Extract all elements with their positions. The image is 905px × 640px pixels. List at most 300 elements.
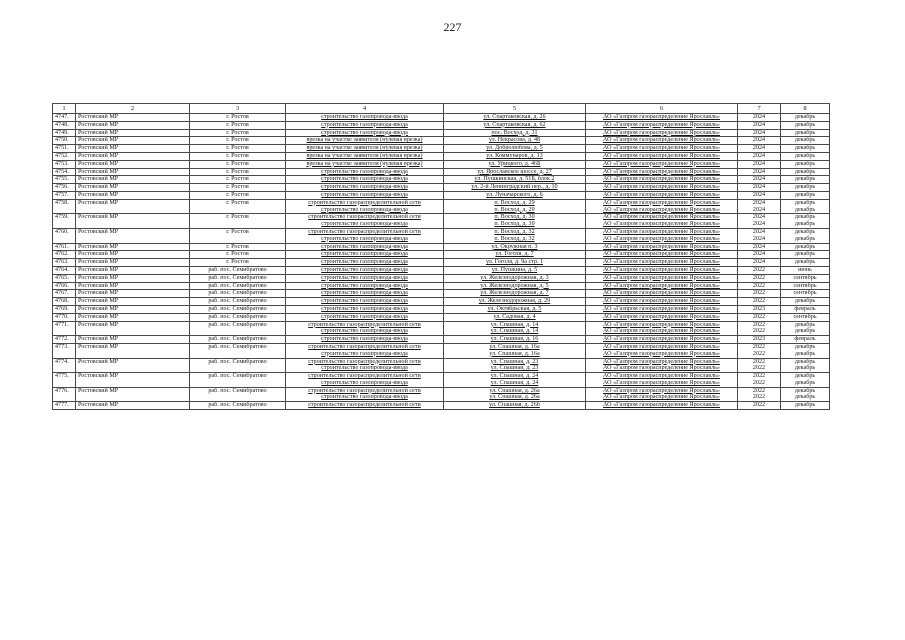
- year-line: 2024: [752, 259, 766, 266]
- district-cell: Ростовский МР: [76, 358, 190, 373]
- row-number-cell: 4771.: [53, 321, 76, 336]
- work-type-line: строительство газопровода-ввода: [321, 114, 408, 120]
- organization-line: АО «Газпром газораспределение Ярославль»: [603, 121, 720, 128]
- row-number-cell: 4766.: [53, 282, 76, 290]
- row-number-cell: 4751.: [53, 145, 76, 153]
- month-cell: [781, 402, 830, 410]
- year-cell: [738, 168, 781, 176]
- organization-line: АО «Газпром газораспределение Ярославль»: [603, 274, 720, 281]
- header-row: [53, 104, 830, 114]
- work-type-line: строительство газопровода-ввода: [321, 129, 408, 136]
- organization-cell: [586, 313, 738, 321]
- work-type-cell: [286, 121, 444, 129]
- work-type-line: строительство газораспределительной сети: [308, 343, 421, 350]
- address-cell: [444, 145, 586, 153]
- row-number-cell: 4775.: [53, 373, 76, 388]
- organization-line: АО «Газпром газораспределение Ярославль»: [603, 313, 720, 320]
- locality-cell: г. Ростов: [190, 243, 286, 251]
- table-row: [53, 321, 830, 336]
- year-cell: [738, 387, 781, 402]
- work-type-cell: [286, 313, 444, 321]
- address-cell: [444, 191, 586, 199]
- organization-cell: [586, 168, 738, 176]
- address-line: ул. Железнодорожная, д. 29: [478, 298, 551, 305]
- organization-cell: [586, 228, 738, 243]
- column-header: 4: [286, 104, 444, 114]
- month-line: сентябрь: [793, 313, 817, 320]
- month-line: декабрь: [794, 152, 816, 159]
- address-cell: [444, 274, 586, 282]
- year-line: 2024: [752, 176, 766, 183]
- organization-line: АО «Газпром газораспределение Ярославль»: [603, 358, 720, 365]
- year-line: 2022: [752, 313, 766, 320]
- month-cell: [781, 191, 830, 199]
- work-type-line: строительство газопровода-ввода: [321, 394, 408, 401]
- address-line: ул. Спашная, д. 16а: [489, 343, 540, 350]
- work-type-cell: [286, 199, 444, 214]
- organization-line: АО «Газпром газораспределение Ярославль»: [603, 129, 720, 136]
- locality-cell: раб. пос. Семибратово: [190, 321, 286, 336]
- month-cell: [781, 137, 830, 145]
- organization-line: АО «Газпром газораспределение Ярославль»: [603, 243, 720, 250]
- row-number-cell: 4773.: [53, 343, 76, 358]
- year-line: 2024: [752, 199, 766, 206]
- work-type-cell: [286, 358, 444, 373]
- organization-line: АО «Газпром газораспределение Ярославль»: [603, 176, 720, 183]
- organization-line: АО «Газпром газораспределение Ярославль»: [603, 350, 720, 357]
- month-cell: [781, 282, 830, 290]
- month-line: декабрь: [794, 402, 816, 409]
- address-cell: [444, 373, 586, 388]
- year-cell: [738, 184, 781, 192]
- district-cell: Ростовский МР: [76, 282, 190, 290]
- work-type-line: строительство газопровода-ввода: [321, 290, 408, 297]
- year-line: 2022: [752, 266, 766, 273]
- row-number-cell: 4763.: [53, 259, 76, 267]
- organization-cell: [586, 266, 738, 274]
- month-line: декабрь: [794, 350, 816, 357]
- year-cell: [738, 114, 781, 122]
- district-cell: Ростовский МР: [76, 321, 190, 336]
- organization-line: АО «Газпром газораспределение Ярославль»: [603, 221, 720, 228]
- work-type-cell: [286, 214, 444, 229]
- table-row: [53, 168, 830, 176]
- address-line: п. Восход, д. 30: [494, 221, 535, 228]
- column-header: 8: [781, 104, 830, 114]
- work-type-line: строительство газораспределительной сети: [308, 358, 421, 365]
- table-row: [53, 145, 830, 153]
- organization-cell: [586, 129, 738, 137]
- work-type-cell: [286, 298, 444, 306]
- organization-cell: [586, 336, 738, 344]
- work-type-cell: [286, 251, 444, 259]
- locality-cell: раб. пос. Семибратово: [190, 343, 286, 358]
- district-cell: Ростовский МР: [76, 176, 190, 184]
- work-type-line: строительство газопровода-ввода: [321, 221, 408, 228]
- work-type-cell: [286, 282, 444, 290]
- year-line: 2022: [752, 350, 766, 357]
- organization-line: АО «Газпром газораспределение Ярославль»: [603, 160, 720, 167]
- address-cell: [444, 121, 586, 129]
- table-row: [53, 358, 830, 373]
- work-type-cell: [286, 387, 444, 402]
- column-header: 1: [53, 104, 76, 114]
- work-type-line: строительство газопровода-ввода: [321, 328, 408, 335]
- work-type-cell: [286, 290, 444, 298]
- locality-cell: г. Ростов: [190, 129, 286, 137]
- organization-cell: [586, 290, 738, 298]
- year-line: 2023: [752, 305, 766, 312]
- row-number-cell: 4748.: [53, 121, 76, 129]
- table-row: [53, 184, 830, 192]
- address-cell: [444, 168, 586, 176]
- address-line: ул. Спартаковская, д. 62: [483, 121, 546, 128]
- table-row: [53, 282, 830, 290]
- year-line: 2022: [752, 387, 766, 394]
- year-line: 2022: [752, 373, 766, 380]
- organization-cell: [586, 121, 738, 129]
- year-cell: [738, 402, 781, 410]
- address-line: ул. Спашная, д. 26а: [489, 387, 540, 394]
- month-line: декабрь: [794, 298, 816, 305]
- address-line: ул. Спашная, д. 24: [490, 379, 539, 386]
- locality-cell: г. Ростов: [190, 228, 286, 243]
- address-cell: [444, 152, 586, 160]
- table-row: [53, 152, 830, 160]
- locality-cell: г. Ростов: [190, 168, 286, 176]
- locality-cell: раб. пос. Семибратово: [190, 274, 286, 282]
- column-header: 7: [738, 104, 781, 114]
- table-row: [53, 290, 830, 298]
- month-cell: [781, 160, 830, 168]
- address-line: ул. Спашная, д. 14: [490, 328, 539, 335]
- month-cell: [781, 313, 830, 321]
- work-type-cell: [286, 274, 444, 282]
- address-cell: [444, 358, 586, 373]
- address-cell: [444, 137, 586, 145]
- month-cell: [781, 251, 830, 259]
- work-type-cell: [286, 137, 444, 145]
- address-line: ул. Ярославское шоссе, д. 27: [477, 168, 552, 175]
- year-cell: [738, 373, 781, 388]
- organization-line: АО «Газпром газораспределение Ярославль»: [603, 137, 720, 144]
- row-number-cell: 4774.: [53, 358, 76, 373]
- month-cell: [781, 358, 830, 373]
- row-number-cell: 4761.: [53, 243, 76, 251]
- table-row: [53, 129, 830, 137]
- month-line: декабрь: [794, 221, 816, 228]
- table-row: [53, 402, 830, 410]
- address-line: п. Восход, д. 32: [494, 228, 535, 235]
- address-line: ул. Спартаковская, д. 26: [483, 114, 546, 120]
- year-cell: [738, 305, 781, 313]
- table-row: [53, 114, 830, 122]
- work-type-cell: [286, 243, 444, 251]
- organization-line: АО «Газпром газораспределение Ярославль»: [603, 168, 720, 175]
- work-type-line: врезка на участке заявителя (нулевая врезка): [306, 145, 423, 152]
- month-cell: [781, 266, 830, 274]
- table-row: [53, 176, 830, 184]
- address-cell: [444, 160, 586, 168]
- work-type-line: строительство газопровода-ввода: [321, 259, 408, 266]
- address-line: ул. Спашная, д. 16а: [489, 350, 540, 357]
- locality-cell: г. Ростов: [190, 114, 286, 122]
- table-row: [53, 228, 830, 243]
- district-cell: Ростовский МР: [76, 228, 190, 243]
- month-line: сентябрь: [793, 274, 817, 281]
- table-row: [53, 243, 830, 251]
- row-number-cell: 4752.: [53, 152, 76, 160]
- locality-cell: раб. пос. Семибратово: [190, 313, 286, 321]
- work-type-cell: [286, 152, 444, 160]
- column-header: 6: [586, 104, 738, 114]
- work-type-line: строительство газопровода-ввода: [321, 298, 408, 305]
- district-cell: Ростовский МР: [76, 160, 190, 168]
- year-cell: [738, 358, 781, 373]
- month-cell: [781, 259, 830, 267]
- work-type-line: строительство газораспределительной сети: [308, 387, 421, 394]
- address-line: ул. Окружная п. 3: [491, 243, 538, 250]
- table-row: [53, 305, 830, 313]
- organization-line: АО «Газпром газораспределение Ярославль»: [603, 282, 720, 289]
- year-cell: [738, 290, 781, 298]
- organization-cell: [586, 191, 738, 199]
- year-cell: [738, 321, 781, 336]
- month-line: декабрь: [794, 251, 816, 258]
- work-type-line: строительство газопровода-ввода: [321, 379, 408, 386]
- year-cell: [738, 214, 781, 229]
- address-cell: [444, 298, 586, 306]
- month-cell: [781, 373, 830, 388]
- locality-cell: г. Ростов: [190, 184, 286, 192]
- district-cell: Ростовский МР: [76, 251, 190, 259]
- year-cell: [738, 199, 781, 214]
- row-number-cell: 4772.: [53, 336, 76, 344]
- organization-cell: [586, 387, 738, 402]
- work-type-line: строительство газопровода-ввода: [321, 336, 408, 343]
- year-cell: [738, 160, 781, 168]
- table-row: [53, 266, 830, 274]
- locality-cell: г. Ростов: [190, 214, 286, 229]
- locality-cell: раб. пос. Семибратово: [190, 336, 286, 344]
- row-number-cell: 4749.: [53, 129, 76, 137]
- locality-cell: г. Ростов: [190, 199, 286, 214]
- locality-cell: раб. пос. Семибратово: [190, 290, 286, 298]
- organization-line: АО «Газпром газораспределение Ярославль»: [603, 206, 720, 213]
- organization-line: АО «Газпром газораспределение Ярославль»: [603, 343, 720, 350]
- month-line: декабрь: [794, 358, 816, 365]
- work-type-cell: [286, 129, 444, 137]
- work-type-line: строительство газопровода-ввода: [321, 235, 408, 242]
- address-cell: [444, 199, 586, 214]
- locality-cell: г. Ростов: [190, 152, 286, 160]
- work-type-line: строительство газораспределительной сети: [308, 402, 421, 409]
- organization-cell: [586, 282, 738, 290]
- row-number-cell: 4769.: [53, 305, 76, 313]
- organization-line: АО «Газпром газораспределение Ярославль»: [603, 251, 720, 258]
- locality-cell: г. Ростов: [190, 191, 286, 199]
- address-cell: [444, 228, 586, 243]
- year-cell: [738, 152, 781, 160]
- month-cell: [781, 274, 830, 282]
- month-line: февраль: [794, 336, 816, 343]
- organization-cell: [586, 160, 738, 168]
- year-line: 2024: [752, 228, 766, 235]
- year-cell: [738, 313, 781, 321]
- address-line: ул. Пушкина, д. 5: [491, 266, 538, 273]
- address-line: ул. Пушкинская, д. 51Б, блок 2: [474, 176, 555, 183]
- month-line: сентябрь: [793, 282, 817, 289]
- organization-line: АО «Газпром газораспределение Ярославль»: [603, 184, 720, 191]
- year-cell: [738, 336, 781, 344]
- month-cell: [781, 214, 830, 229]
- month-line: декабрь: [794, 145, 816, 152]
- table-row: [53, 298, 830, 306]
- year-cell: [738, 274, 781, 282]
- work-type-line: строительство газораспределительной сети: [308, 214, 421, 221]
- work-type-line: строительство газораспределительной сети: [308, 373, 421, 380]
- year-cell: [738, 129, 781, 137]
- year-line: 2022: [752, 321, 766, 328]
- month-cell: [781, 290, 830, 298]
- organization-line: АО «Газпром газораспределение Ярославль»: [603, 394, 720, 401]
- table-row: [53, 121, 830, 129]
- table-row: [53, 191, 830, 199]
- organization-cell: [586, 184, 738, 192]
- year-line: 2022: [752, 402, 766, 409]
- row-number-cell: 4758.: [53, 199, 76, 214]
- month-line: февраль: [794, 305, 816, 312]
- organization-line: АО «Газпром газораспределение Ярославль»: [603, 259, 720, 266]
- district-cell: Ростовский МР: [76, 373, 190, 388]
- month-line: декабрь: [794, 228, 816, 235]
- locality-cell: г. Ростов: [190, 259, 286, 267]
- year-cell: [738, 121, 781, 129]
- month-cell: [781, 199, 830, 214]
- year-line: 2024: [752, 114, 766, 120]
- row-number-cell: 4754.: [53, 168, 76, 176]
- organization-cell: [586, 343, 738, 358]
- work-type-line: строительство газопровода-ввода: [321, 168, 408, 175]
- month-cell: [781, 343, 830, 358]
- organization-cell: [586, 214, 738, 229]
- row-number-cell: 4753.: [53, 160, 76, 168]
- work-type-line: строительство газопровода-ввода: [321, 266, 408, 273]
- organization-cell: [586, 259, 738, 267]
- year-line: 2024: [752, 121, 766, 128]
- district-cell: Ростовский МР: [76, 137, 190, 145]
- work-type-cell: [286, 305, 444, 313]
- month-cell: [781, 145, 830, 153]
- organization-cell: [586, 358, 738, 373]
- page-number: 227: [443, 20, 462, 34]
- work-type-line: строительство газораспределительной сети: [308, 228, 421, 235]
- address-cell: [444, 343, 586, 358]
- work-type-line: строительство газопровода-ввода: [321, 243, 408, 250]
- work-type-cell: [286, 266, 444, 274]
- work-type-cell: [286, 176, 444, 184]
- organization-cell: [586, 199, 738, 214]
- work-type-line: строительство газопровода-ввода: [321, 365, 408, 372]
- locality-cell: раб. пос. Семибратово: [190, 358, 286, 373]
- row-number-cell: 4764.: [53, 266, 76, 274]
- organization-cell: [586, 274, 738, 282]
- address-line: п. Восход, д. 29: [494, 206, 535, 213]
- row-number-cell: 4747.: [53, 114, 76, 122]
- address-cell: [444, 214, 586, 229]
- work-type-line: врезка на участке заявителя (нулевая врезка): [306, 152, 423, 159]
- address-cell: [444, 290, 586, 298]
- address-line: п. Восход, д. 32: [494, 235, 535, 242]
- district-cell: Ростовский МР: [76, 259, 190, 267]
- month-line: декабрь: [794, 328, 816, 335]
- organization-line: АО «Газпром газораспределение Ярославль»: [603, 152, 720, 159]
- year-line: 2022: [752, 343, 766, 350]
- work-type-cell: [286, 160, 444, 168]
- row-number-cell: 4757.: [53, 191, 76, 199]
- organization-cell: [586, 373, 738, 388]
- month-cell: [781, 176, 830, 184]
- address-line: ул. Добролюбова, д. 5: [486, 145, 543, 152]
- month-line: сентябрь: [793, 290, 817, 297]
- year-cell: [738, 343, 781, 358]
- year-line: 2024: [752, 145, 766, 152]
- district-cell: Ростовский МР: [76, 214, 190, 229]
- address-line: п. Восход, д. 30: [494, 214, 535, 221]
- year-cell: [738, 176, 781, 184]
- work-type-line: строительство газопровода-ввода: [321, 206, 408, 213]
- organization-line: АО «Газпром газораспределение Ярославль»: [603, 321, 720, 328]
- month-cell: [781, 129, 830, 137]
- work-type-cell: [286, 145, 444, 153]
- address-line: ул. Спашная, д. 23: [490, 358, 539, 365]
- district-cell: Ростовский МР: [76, 305, 190, 313]
- organization-cell: [586, 176, 738, 184]
- district-cell: Ростовский МР: [76, 168, 190, 176]
- district-cell: Ростовский МР: [76, 184, 190, 192]
- work-type-cell: [286, 191, 444, 199]
- table-row: [53, 199, 830, 214]
- district-cell: Ростовский МР: [76, 243, 190, 251]
- address-line: ул. Гоголя, д. 9а стр. 1: [485, 259, 544, 266]
- month-line: декабрь: [794, 184, 816, 191]
- address-cell: [444, 266, 586, 274]
- address-cell: [444, 402, 586, 410]
- month-cell: [781, 184, 830, 192]
- address-line: п. Восход, д. 29: [494, 199, 535, 206]
- organization-line: АО «Газпром газораспределение Ярославль»: [603, 379, 720, 386]
- work-type-line: строительство газопровода-ввода: [321, 350, 408, 357]
- year-line: 2022: [752, 365, 766, 372]
- row-number-cell: 4767.: [53, 290, 76, 298]
- address-line: ул. 2-й Ленинградский пер., д. 10: [471, 184, 558, 191]
- address-line: ул. Октябрьская, д. 5: [487, 305, 542, 312]
- year-line: 2024: [752, 129, 766, 136]
- year-line: 2022: [752, 358, 766, 365]
- address-line: ул. Некрасова, д. 48: [488, 137, 541, 144]
- organization-cell: [586, 152, 738, 160]
- month-line: декабрь: [794, 137, 816, 144]
- month-line: декабрь: [794, 243, 816, 250]
- row-number-cell: 4777.: [53, 402, 76, 410]
- address-cell: [444, 321, 586, 336]
- year-line: 2022: [752, 274, 766, 281]
- work-type-cell: [286, 402, 444, 410]
- month-cell: [781, 121, 830, 129]
- organization-cell: [586, 114, 738, 122]
- address-line: ул. Садовая, д. 4: [493, 313, 536, 320]
- year-line: 2022: [752, 379, 766, 386]
